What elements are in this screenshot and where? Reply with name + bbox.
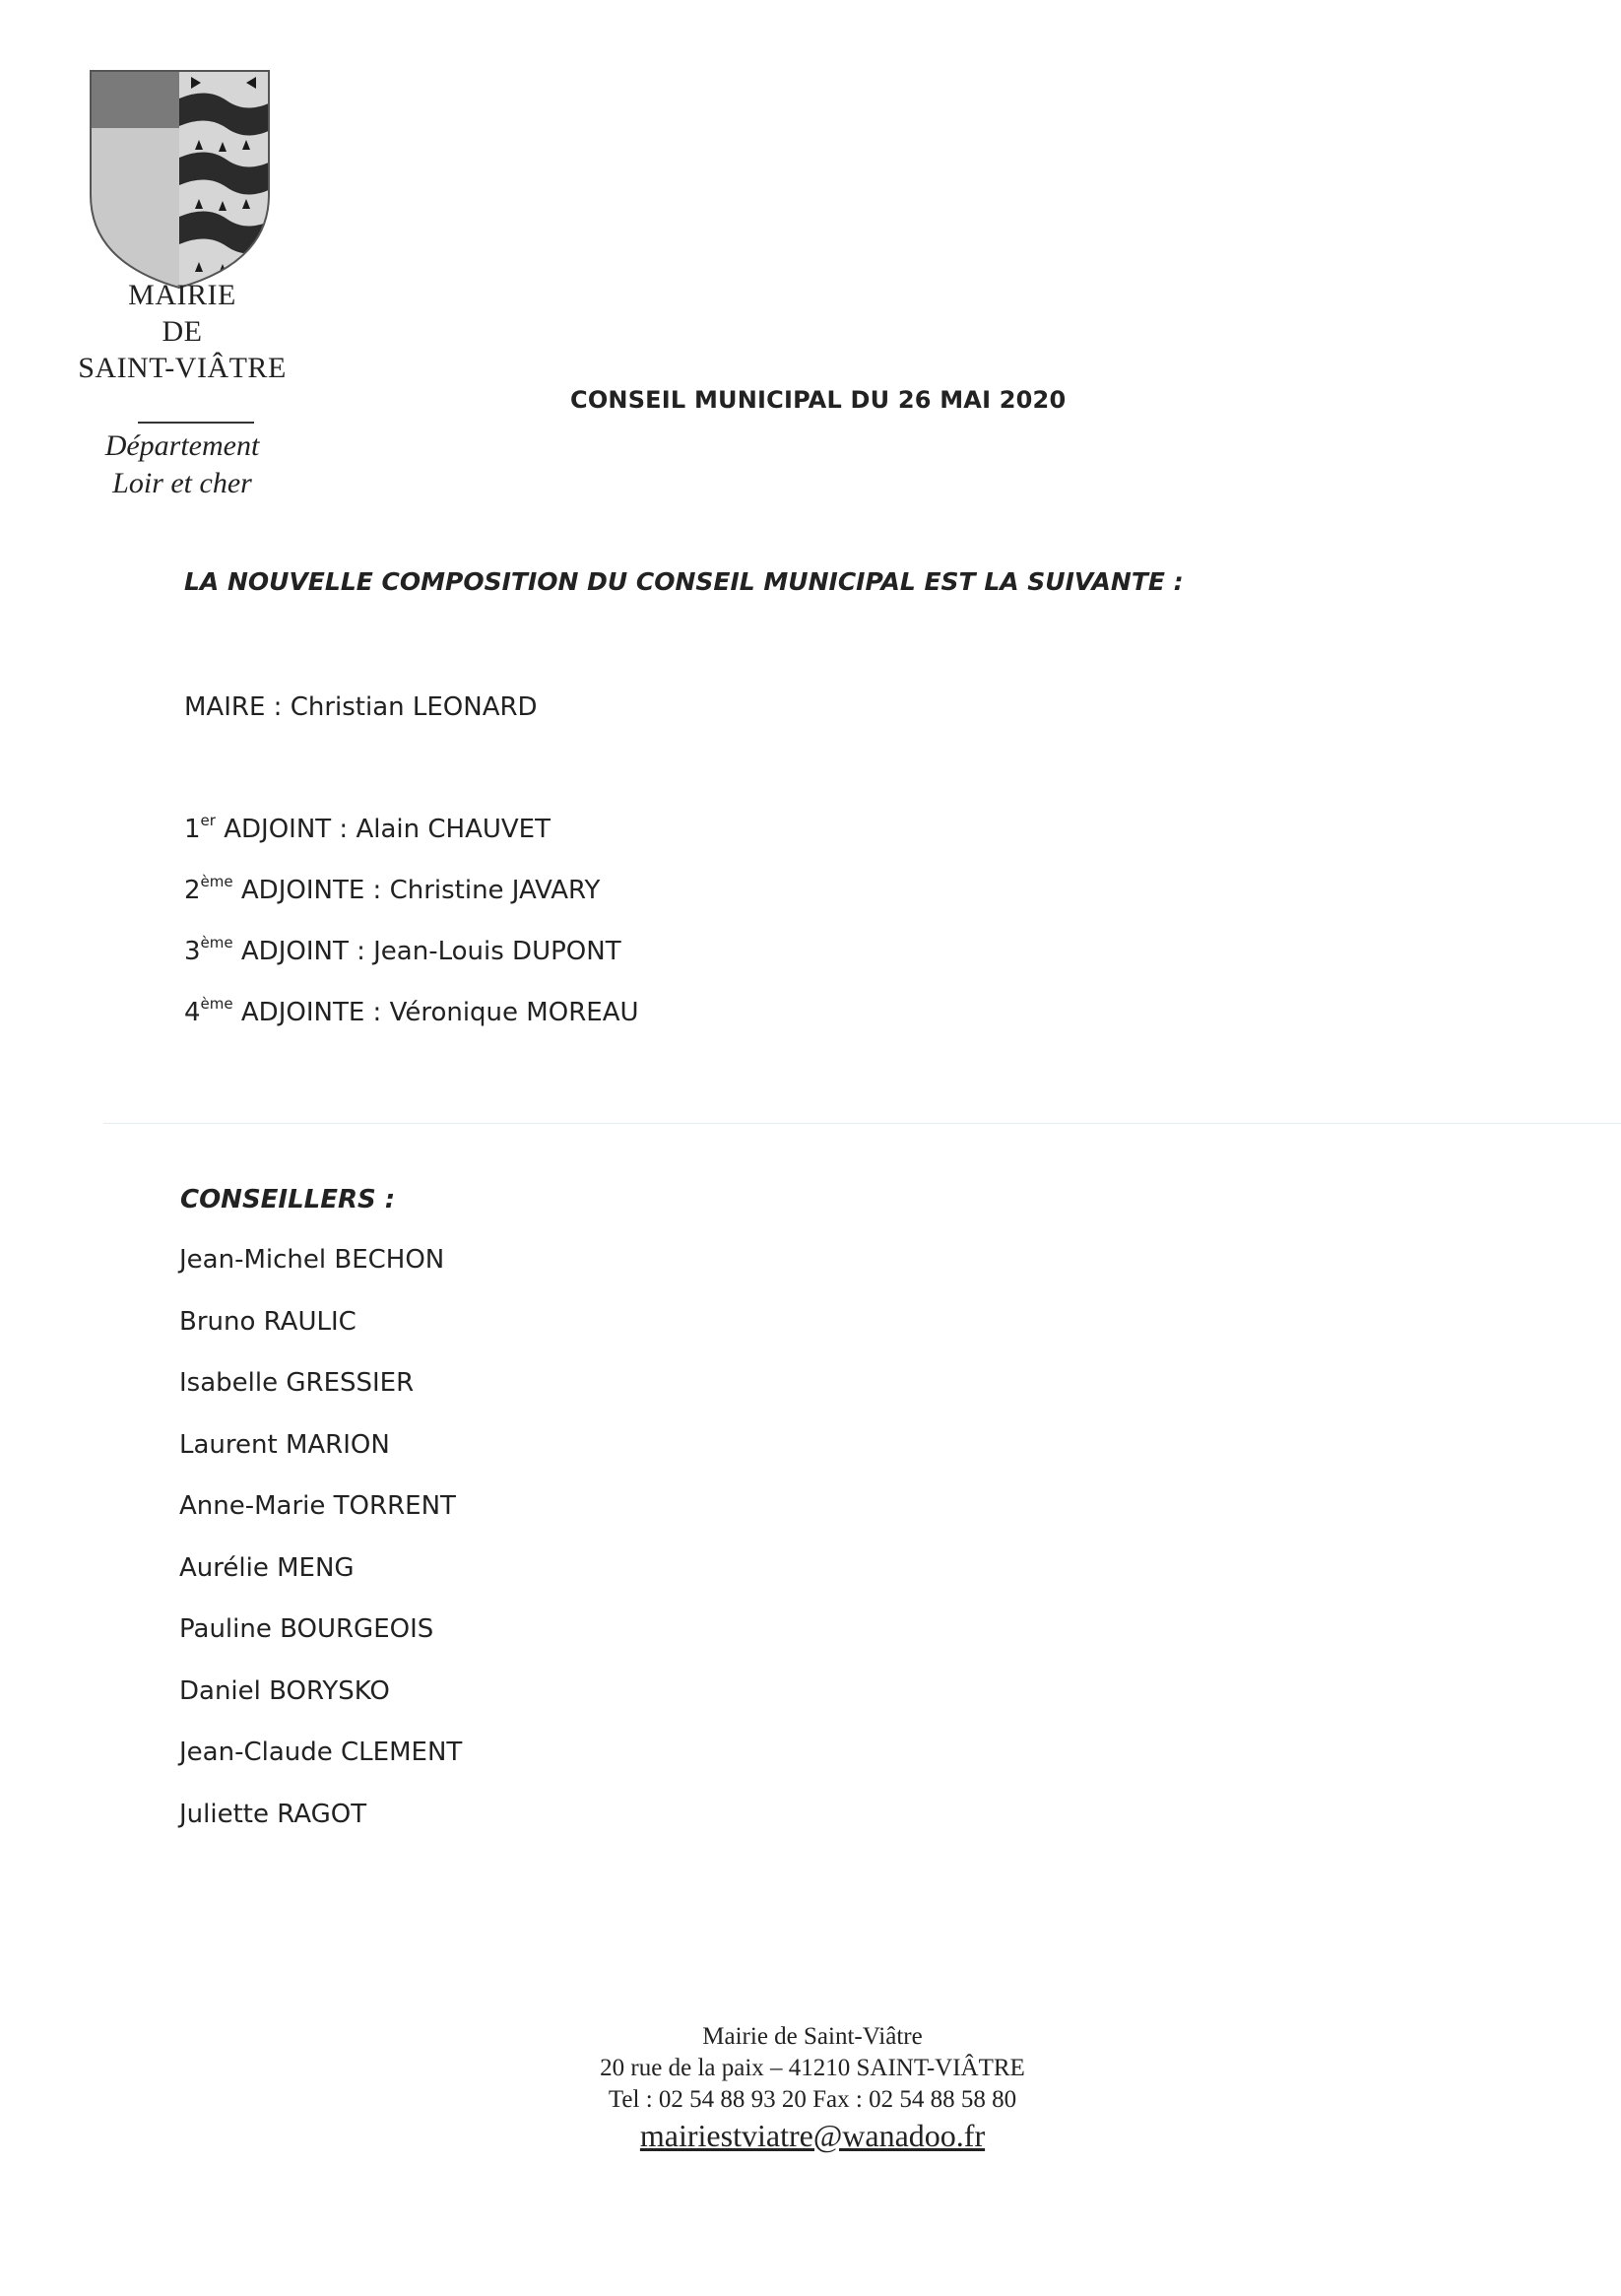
councillor-item: Daniel BORYSKO xyxy=(179,1675,390,1706)
footer xyxy=(453,2021,1172,2155)
deputy-rank-suffix: ème xyxy=(200,873,233,890)
coat-of-arms-icon xyxy=(89,69,271,291)
councillor-item: Jean-Claude CLEMENT xyxy=(179,1738,463,1767)
letterhead-department-label: Département xyxy=(104,429,260,462)
intro-heading: LA NOUVELLE COMPOSITION DU CONSEIL MUNICIPAL EST LA SUIVANTE : xyxy=(184,567,1184,596)
deputy-role: ADJOINTE xyxy=(240,998,365,1027)
letterhead-divider xyxy=(138,422,254,424)
letterhead-de: DE xyxy=(162,315,203,348)
footer-contact: Tel : 02 54 88 93 20 Fax : 02 54 88 58 80 xyxy=(608,2086,1017,2113)
deputy-line: 2ème ADJOINTE : Christine JAVARY xyxy=(184,873,601,905)
deputy-rank: 3 xyxy=(184,937,201,966)
deputy-name: Véronique MOREAU xyxy=(389,998,639,1027)
page-title: CONSEIL MUNICIPAL DU 26 MAI 2020 xyxy=(570,386,1067,414)
councillor-item: Aurélie MENG xyxy=(179,1552,355,1583)
deputy-rank: 2 xyxy=(184,876,201,905)
mayor-name: Christian LEONARD xyxy=(290,692,538,722)
mayor-line: MAIRE : Christian LEONARD xyxy=(184,692,538,722)
scan-artifact-line xyxy=(103,1123,1621,1124)
deputy-name: Alain CHAUVET xyxy=(356,815,551,844)
deputy-role: ADJOINT xyxy=(224,815,332,844)
councillor-item: Pauline BOURGEOIS xyxy=(179,1614,434,1644)
footer-name: Mairie de Saint-Viâtre xyxy=(702,2023,923,2050)
councillor-item: Laurent MARION xyxy=(179,1429,390,1460)
deputy-name: Christine JAVARY xyxy=(389,876,601,905)
councillor-list xyxy=(179,1245,462,1861)
deputy-role: ADJOINT xyxy=(240,937,349,966)
footer-address: 20 rue de la paix – 41210 SAINT-VIÂTRE xyxy=(600,2055,1025,2081)
letterhead-mairie: MAIRIE xyxy=(128,279,236,311)
deputy-role: ADJOINTE xyxy=(240,876,365,905)
deputy-rank-suffix: ème xyxy=(200,934,233,951)
councillor-item: Juliette RAGOT xyxy=(179,1799,367,1829)
deputy-line: 1er ADJOINT : Alain CHAUVET xyxy=(184,812,551,844)
councillor-item: Bruno RAULIC xyxy=(179,1306,357,1337)
deputy-rank-suffix: er xyxy=(200,812,216,829)
deputy-line: 3ème ADJOINT : Jean-Louis DUPONT xyxy=(184,934,621,966)
deputy-line: 4ème ADJOINTE : Véronique MOREAU xyxy=(184,995,639,1027)
mayor-role: MAIRE xyxy=(184,692,266,722)
councillor-item: Isabelle GRESSIER xyxy=(179,1368,415,1398)
footer-email-link[interactable]: mairiestviatre@wanadoo.fr xyxy=(639,2118,986,2153)
deputy-rank: 1 xyxy=(184,815,201,844)
councillor-item: Anne-Marie TORRENT xyxy=(179,1491,456,1521)
deputy-rank-suffix: ème xyxy=(200,995,233,1013)
councillors-heading: CONSEILLERS : xyxy=(180,1185,396,1214)
deputy-rank: 4 xyxy=(184,998,201,1027)
deputy-name: Jean-Louis DUPONT xyxy=(373,937,621,966)
letterhead-commune: SAINT-VIÂTRE xyxy=(78,352,287,384)
councillor-item: Jean-Michel BECHON xyxy=(179,1245,445,1275)
letterhead-department-name: Loir et cher xyxy=(112,467,252,499)
